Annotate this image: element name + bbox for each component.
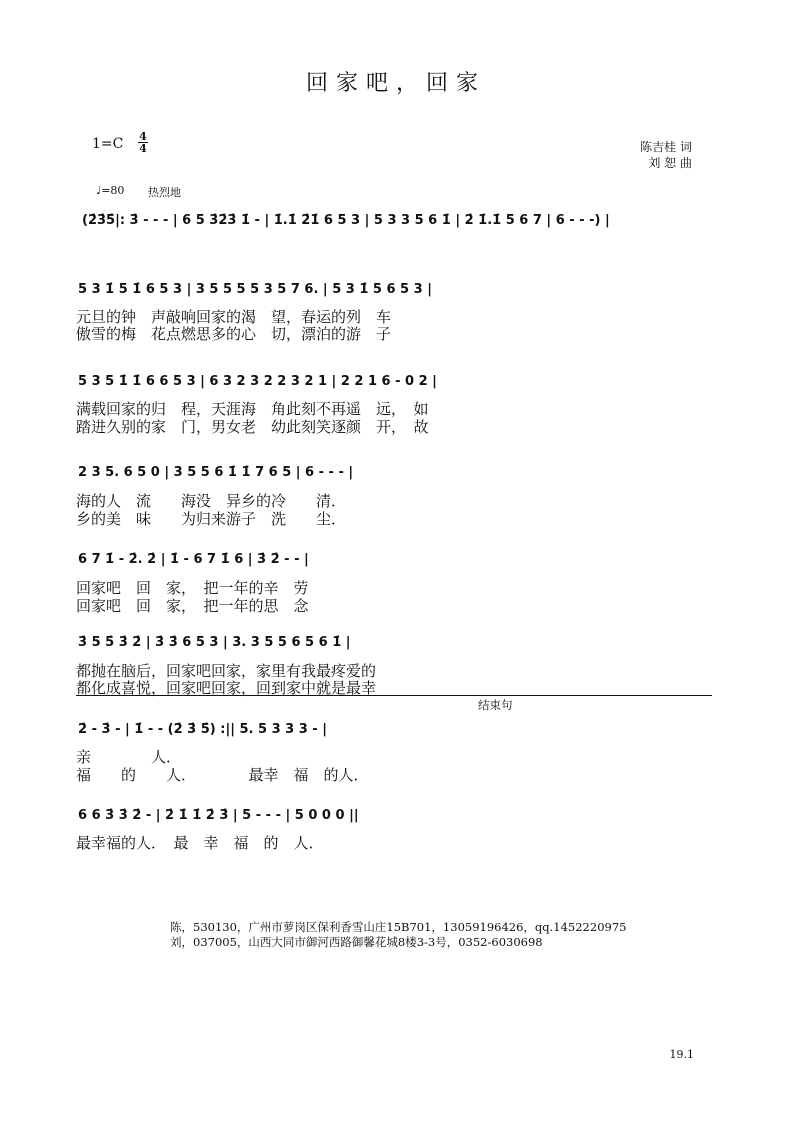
notation-text: 2 3 5. 6 5 0 | 3 5 5 6 1̇ 1̇ 7 6 5 | 6 - - - | [78, 465, 354, 480]
time-signature-bottom: 4 [139, 142, 147, 155]
lyric-line: 满载回家的归 程，天涯海 角此刻不再遥 远， 如 [76, 400, 429, 418]
divider-line [76, 695, 712, 696]
notation-row-5 [0, 546, 792, 576]
page-number: 19.1 [669, 1048, 694, 1061]
lyric-line: 乡的美 味 为归来游子 洗 尘． [76, 510, 347, 528]
notation-text: (2̇3̇5̇|: 3̇ - - - | 6 5 3̇2̇3̇ 1̇ - | 1̇.1̇ 2̇1̇ 6 5 3 | 5 3 3 5 6 1̇ | 2̇ 1̇.1̇ 5 6 7 | 6 - - -) | [82, 213, 610, 228]
expression-marking: 热烈地 [148, 186, 181, 199]
footer-contact: 陈，530130，广州市萝岗区保利香雪山庄15B701，13059196426，qq.1452220975 [170, 920, 627, 934]
tempo-marking: ♩=80 [96, 184, 125, 197]
footer-contact: 刘，037005，山西大同市御河西路御馨花城8楼3-3号，0352-6030698 [170, 935, 543, 949]
lyric-line: 回家吧 回 家， 把一年的辛 劳 [76, 579, 309, 597]
lyric-line: 傲雪的梅 花点燃思多的心 切，漂泊的游 子 [76, 325, 392, 343]
notation-row-6 [0, 629, 792, 659]
lyric-line: 回家吧 回 家， 把一年的思 念 [76, 597, 309, 615]
notation-text: 6 6 3̇ 3̇ 2̇ - | 2̇ 1̇ 1̇ 2̇ 3̇ | 5 - - - | 5 0 0 0 || [78, 808, 359, 823]
notation-row-2 [0, 276, 792, 306]
lyricist-credit: 陈吉桂 词 [640, 140, 692, 154]
notation-text: 3̇ 5 5̇ 3̇ 2̇ | 3̇ 3̇ 6 5 3 | 3. 3 5 5 6 5 6 1̇ | [78, 635, 351, 650]
time-signature-top: 4 [139, 130, 147, 143]
lyric-line: 元旦的钟 声敲响回家的渴 望，春运的列 车 [76, 308, 392, 326]
lyric-line: 踏进久别的家 门，男女老 幼此刻笑逐颜 开， 故 [76, 418, 429, 436]
song-title: 回家吧，回家 [305, 71, 486, 96]
lyric-line: 都抛在脑后，回家吧回家，家里有我最疼爱的 [76, 662, 377, 680]
lyric-line: 海的人 流 海没 异乡的冷 清． [76, 492, 347, 510]
notation-text: 5 3 1̇ 5 1̇ 6 5 3 | 3 5 5 5 5 3 5 7 6. | 5 3 1̇ 5 6 5 3 | [78, 282, 432, 297]
notation-row-3 [0, 368, 792, 398]
notation-row-8 [0, 802, 792, 832]
lyric-line: 亲 人． [76, 748, 182, 766]
key-signature: 1=C [92, 136, 124, 152]
composer-credit: 刘 恕 曲 [648, 156, 692, 170]
notation-row-4 [0, 459, 792, 489]
ending-label: 结束句 [478, 698, 513, 712]
lyric-line: 都化成喜悦，回家吧回家，回到家中就是最幸 [76, 679, 377, 697]
notation-text: 5 3 5 1̇ 1̇ 6 6 5 3 | 6 3 2 3 2 2 3 2 1 | 2 2 1 6 - 0 2 | [78, 374, 437, 389]
time-signature [138, 131, 148, 154]
lyric-line: 福 的 人． 最幸 福 的人． [76, 766, 369, 784]
lyric-line: 最幸福的人． 最 幸 福 的 人． [76, 834, 324, 852]
notation-row-1 [0, 207, 792, 237]
notation-text: 6 7 1̇ - 2̇. 2̇ | 1̇ - 6 7 1̇ 6 | 3̇ 2̇ - - | [78, 552, 309, 567]
notation-text: 2̇ - 3̇ - | 1̇ - - (2̇ 3̇ 5̇) :|| 5. 5 3 3 3 - | [78, 722, 327, 737]
notation-row-7 [0, 716, 792, 746]
